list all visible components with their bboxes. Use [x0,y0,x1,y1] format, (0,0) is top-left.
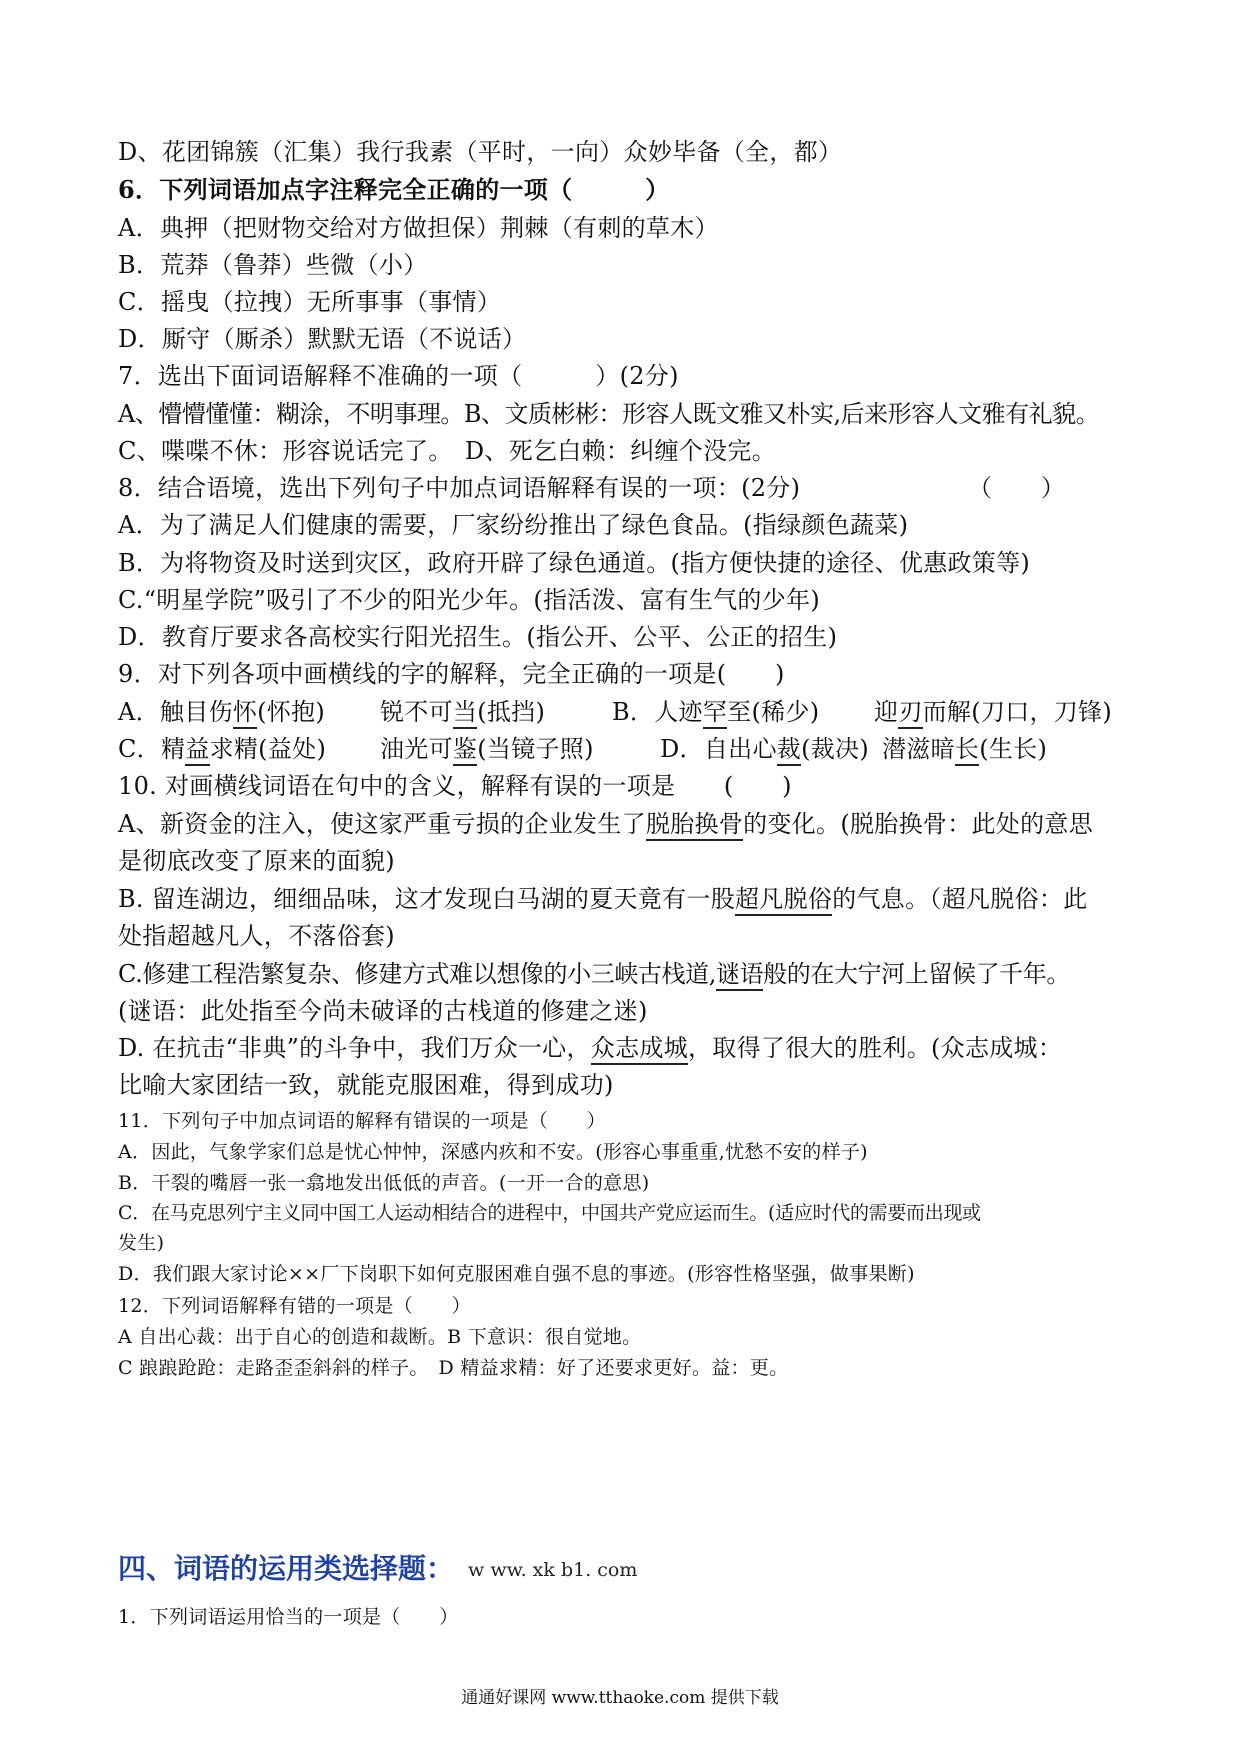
q10-option-c: C.修建工程浩繁复杂、修建方式难以想像的小三峡古栈道,谜语般的在大宁河上留候了千年。 [118,958,1070,990]
q12-options-ab: A 自出心裁：出于自心的创造和裁断。B 下意识：很自觉地。 [118,1326,642,1348]
q6-option-b: B．荒莽（鲁莽）些微（小） [118,251,428,279]
q9-title: 9．对下列各项中画横线的字的解释，完全正确的一项是( ) [118,660,785,688]
q10-underline-b: 超凡脱俗 [735,885,832,916]
q8-option-c: C.“明星学院”吸引了不少的阳光少年。(指活泼、富有生气的少年) [118,586,820,614]
q11-option-a: A．因此，气象学家们总是忧心忡忡，深感内疚和不安。(形容心事重重,忧愁不安的样子) [118,1141,868,1163]
q8-option-a: A．为了满足人们健康的需要，厂家纷纷推出了绿色食品。(指绿颜色蔬菜) [118,511,909,539]
q10-underline-a: 脱胎换骨 [646,810,743,841]
section-4-heading [118,1547,637,1587]
watermark-url: w ww. xk b1. com [468,1559,638,1581]
q10-option-b: B. 留连湖边，细细品味，这才发现白马湖的夏天竟有一股超凡脱俗的气息。（超凡脱俗：此 [118,883,1088,915]
q12-options-cd: C 踉踉跄跄：走路歪歪斜斜的样子。 D 精益求精：好了还要求更好。益：更。 [118,1357,789,1379]
q10-option-d-cont: 比喻大家团结一致，就能克服困难，得到成功) [118,1071,614,1099]
q6-option-c: C．摇曳（拉拽）无所事事（事情） [118,288,502,316]
q12-title: 12．下列词语解释有错的一项是（ ） [118,1295,471,1317]
q11-option-d: D．我们跟大家讨论××厂下岗职下如何克服困难自强不息的事迹。(形容性格坚强，做事果断) [118,1263,915,1285]
section-4-title: 四、词语的运用类选择题： [118,1552,455,1585]
q6-title: 6．下列词语加点字注释完全正确的一项（ ） [118,175,670,204]
q9-underline-a2: 当 [453,698,477,729]
q5-option-d: D、花团锦簇（汇集）我行我素（平时，一向）众妙毕备（全，都） [118,138,843,166]
q10-option-a-cont: 是彻底改变了原来的面貌) [118,847,395,875]
q10-option-a: A、新资金的注入，使这家严重亏损的企业发生了脱胎换骨的变化。(脱胎换骨：此处的意思 [118,808,1093,840]
page-footer: 通通好课网 www.tthaoke.com 提供下载 [461,1688,779,1708]
q10-underline-c: 谜语 [716,960,763,991]
q8-title: 8．结合语境，选出下列句子中加点词语解释有误的一项：(2分) [118,474,801,502]
q7-options-cd: C、喋喋不休：形容说话完了。 D、死乞白赖：纠缠个没完。 [118,437,777,465]
q11-option-c-cont: 发生) [118,1232,165,1254]
q8-option-d: D．教育厅要求各高校实行阳光招生。(指公开、公平、公正的招生) [118,623,838,651]
q8-option-b: B．为将物资及时送到灾区，政府开辟了绿色通道。(指方便快捷的途径、优惠政策等) [118,549,1031,577]
q10-option-c-cont: (谜语：此处指至今尚未破译的古栈道的修建之迷) [118,997,648,1025]
q11-title: 11．下列句子中加点词语的解释有错误的一项是（ ） [118,1110,606,1132]
q6-option-d: D．厮守（厮杀）默默无语（不说话） [118,325,527,353]
q9-underline-b: 罕 [703,698,727,729]
q6-option-a: A．典押（把财物交给对方做担保）荆棘（有刺的草木） [118,214,719,242]
q9-row-ab: A．触目伤怀(怀抱) 锐不可当(抵挡) B．人迹罕至(稀少) 迎刃而解(刀口，刀锋) [118,696,1112,728]
s4-q1-title: 1．下列词语运用恰当的一项是（ ） [118,1606,459,1628]
q11-option-b: B．干裂的嘴唇一张一翕地发出低低的声音。(一开一合的意思) [118,1172,650,1194]
q9-underline-a: 怀 [233,698,257,729]
q10-option-b-cont: 处指超越凡人，不落俗套) [118,922,395,950]
q9-underline-b2: 刃 [898,698,922,729]
q9-underline-c: 益 [185,735,209,766]
q10-title: 10. 对画横线词语在句中的含义，解释有误的一项是 ( ) [118,772,792,800]
q10-option-d: D. 在抗击“非典”的斗争中，我们万众一心，众志成城，取得了很大的胜利。(众志成城： [118,1032,1062,1064]
q7-title: 7．选出下面词语解释不准确的一项（ ）(2分) [118,362,679,390]
q9-row-cd: C．精益求精(益处) 油光可鉴(当镜子照) D．自出心裁(裁决) 潜滋暗长(生长) [118,733,1047,765]
q9-underline-d: 裁 [777,735,801,766]
q8-answer-paren: （ ） [968,474,1066,502]
q9-underline-c2: 鉴 [453,735,477,766]
q11-option-c: C．在马克思列宁主义同中国工人运动相结合的进程中，中国共产党应运而生。(适应时代的需要而出现或 [118,1202,981,1224]
q9-underline-d2: 长 [955,735,979,766]
q10-underline-d: 众志成城 [591,1034,688,1065]
q7-options-ab: A、懵懵懂懂：糊涂，不明事理。B、文质彬彬：形容人既文雅又朴实,后来形容人文雅有礼貌。 [118,400,1100,428]
